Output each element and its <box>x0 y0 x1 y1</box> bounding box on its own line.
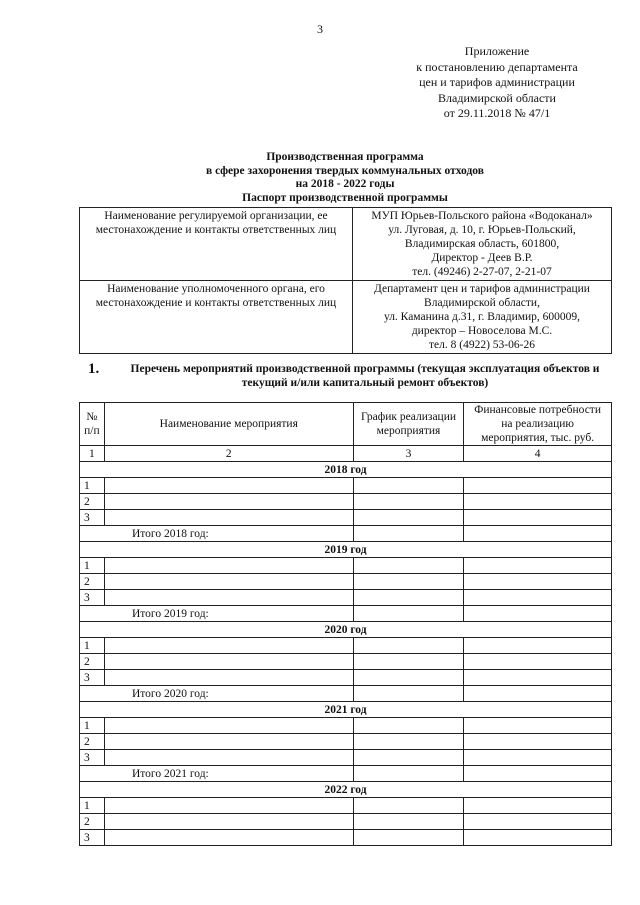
row-number: 1 <box>80 478 105 494</box>
appendix-line: Владимирской области <box>438 90 556 105</box>
empty-cell <box>104 494 353 510</box>
header-line: п/п <box>84 425 100 437</box>
year-row <box>80 702 612 718</box>
row-number: 3 <box>80 750 105 766</box>
header-line: График реализации <box>360 411 457 423</box>
year-row <box>80 542 612 558</box>
empty-cell <box>464 494 612 510</box>
column-number-row <box>80 446 612 462</box>
table-row <box>80 654 612 670</box>
appendix-line: от 29.11.2018 № 47/1 <box>443 106 551 120</box>
empty-cell <box>104 558 353 574</box>
empty-cell <box>464 750 612 766</box>
empty-cell <box>353 558 464 574</box>
empty-cell <box>353 654 464 670</box>
title-line: на 2018 - 2022 годы <box>295 178 395 190</box>
empty-cell <box>464 606 612 622</box>
table-row <box>80 558 612 574</box>
empty-cell <box>104 654 353 670</box>
empty-cell <box>464 766 612 782</box>
empty-cell <box>353 526 464 542</box>
empty-cell <box>464 734 612 750</box>
table-row <box>80 494 612 510</box>
empty-cell <box>353 830 464 846</box>
empty-cell <box>104 638 353 654</box>
row-number: 1 <box>80 638 105 654</box>
empty-cell <box>353 734 464 750</box>
events-table-body <box>80 403 612 846</box>
empty-cell <box>464 814 612 830</box>
section-number: 1. <box>88 361 100 377</box>
table-row <box>80 718 612 734</box>
column-number: 1 <box>80 446 105 462</box>
empty-cell <box>464 654 612 670</box>
empty-cell <box>104 510 353 526</box>
table-row <box>80 574 612 590</box>
passport-heading: Паспорт производственной программы <box>242 191 448 204</box>
header-event-name: Наименование мероприятия <box>104 403 353 446</box>
header-line: № <box>86 411 98 423</box>
empty-cell <box>353 766 464 782</box>
total-row <box>80 766 612 782</box>
year-total-label: Итого 2018 год: <box>80 526 354 542</box>
passport-label <box>80 281 353 354</box>
empty-cell <box>464 558 612 574</box>
passport-value <box>353 208 612 281</box>
empty-cell <box>464 686 612 702</box>
total-row <box>80 686 612 702</box>
year-total-label: Итого 2019 год: <box>80 606 354 622</box>
passport-row-organization <box>80 208 612 281</box>
passport-table <box>79 207 612 354</box>
empty-cell <box>353 798 464 814</box>
row-number: 3 <box>80 670 105 686</box>
empty-cell <box>353 750 464 766</box>
empty-cell <box>104 670 353 686</box>
document-title <box>80 151 610 205</box>
table-row <box>80 590 612 606</box>
empty-cell <box>353 574 464 590</box>
appendix-line: Приложение <box>464 44 530 58</box>
column-number: 2 <box>104 446 353 462</box>
value-line: тел. 8 (4922) 53-06-26 <box>429 339 535 351</box>
value-line: Владимирская область, 601800, <box>404 238 560 250</box>
value-line: директор – Новоселова М.С. <box>411 325 553 337</box>
year-heading: 2019 год <box>80 542 612 558</box>
empty-cell <box>353 814 464 830</box>
empty-cell <box>464 510 612 526</box>
empty-cell <box>104 478 353 494</box>
table-row <box>80 830 612 846</box>
passport-label <box>80 208 353 281</box>
table-row <box>80 750 612 766</box>
section-title-line: Перечень мероприятий производственной программы (текущая эксплуатация объектов и <box>130 363 600 375</box>
row-number: 1 <box>80 558 105 574</box>
year-row <box>80 782 612 798</box>
empty-cell <box>353 510 464 526</box>
row-number: 2 <box>80 654 105 670</box>
header-line: на реализацию <box>501 418 575 430</box>
empty-cell <box>104 574 353 590</box>
passport-row-authority <box>80 281 612 354</box>
label-line: местонахождение и контакты ответственных лиц <box>95 297 337 309</box>
value-line: ул. Каманина д.31, г. Владимир, 600009, <box>383 311 581 323</box>
events-table <box>79 402 612 846</box>
empty-cell <box>353 638 464 654</box>
table-row <box>80 478 612 494</box>
empty-cell <box>464 590 612 606</box>
empty-cell <box>353 606 464 622</box>
column-number: 3 <box>353 446 464 462</box>
row-number: 3 <box>80 830 105 846</box>
row-number: 1 <box>80 718 105 734</box>
empty-cell <box>353 590 464 606</box>
header-line: мероприятия, тыс. руб. <box>481 432 595 444</box>
appendix-line: цен и тарифов администрации <box>419 75 575 89</box>
empty-cell <box>104 830 353 846</box>
column-number: 4 <box>464 446 612 462</box>
label-line: Наименование уполномоченного органа, его <box>107 283 325 295</box>
empty-cell <box>353 494 464 510</box>
row-number: 2 <box>80 734 105 750</box>
header-line: мероприятия <box>376 425 441 437</box>
empty-cell <box>464 638 612 654</box>
empty-cell <box>464 574 612 590</box>
year-total-label: Итого 2021 год: <box>80 766 354 782</box>
table-row <box>80 734 612 750</box>
title-line: в сфере захоронения твердых коммунальных отходов <box>206 164 484 177</box>
table-row <box>80 638 612 654</box>
value-line: тел. (49246) 2-27-07, 2-21-07 <box>412 266 552 278</box>
empty-cell <box>353 670 464 686</box>
empty-cell <box>104 718 353 734</box>
empty-cell <box>353 686 464 702</box>
total-row <box>80 526 612 542</box>
year-heading: 2021 год <box>80 702 612 718</box>
row-number: 2 <box>80 814 105 830</box>
table-row <box>80 798 612 814</box>
value-line: Владимирской области, <box>424 297 540 309</box>
table-header-row <box>80 403 612 446</box>
value-line: ул. Луговая, д. 10, г. Юрьев-Польский, <box>388 224 576 236</box>
value-line: МУП Юрьев-Польского района «Водоканал» <box>371 210 593 222</box>
empty-cell <box>464 798 612 814</box>
row-number: 3 <box>80 590 105 606</box>
empty-cell <box>104 814 353 830</box>
year-row <box>80 622 612 638</box>
empty-cell <box>104 734 353 750</box>
total-row <box>80 606 612 622</box>
header-financial-needs <box>464 403 612 446</box>
label-line: Наименование регулируемой организации, ее <box>104 210 328 222</box>
row-number: 2 <box>80 494 105 510</box>
year-heading: 2020 год <box>80 622 612 638</box>
year-total-label: Итого 2020 год: <box>80 686 354 702</box>
value-line: Директор - Деев В.Р. <box>431 252 533 264</box>
table-row <box>80 670 612 686</box>
row-number: 1 <box>80 798 105 814</box>
section-title <box>120 362 610 390</box>
empty-cell <box>464 526 612 542</box>
year-heading: 2022 год <box>80 782 612 798</box>
appendix-note <box>392 44 602 122</box>
section-title-line: текущий и/или капитальный ремонт объектов) <box>241 377 489 389</box>
passport-value <box>353 281 612 354</box>
empty-cell <box>464 670 612 686</box>
header-number <box>80 403 105 446</box>
value-line: Департамент цен и тарифов администрации <box>374 283 590 295</box>
row-number: 2 <box>80 574 105 590</box>
empty-cell <box>464 718 612 734</box>
label-line: местонахождение и контакты ответственных лиц <box>95 224 337 236</box>
appendix-line: к постановлению департамента <box>416 59 578 74</box>
empty-cell <box>104 590 353 606</box>
empty-cell <box>464 830 612 846</box>
header-line: Финансовые потребности <box>474 404 601 416</box>
year-heading: 2018 год <box>80 462 612 478</box>
empty-cell <box>104 750 353 766</box>
empty-cell <box>464 478 612 494</box>
table-row <box>80 510 612 526</box>
empty-cell <box>104 798 353 814</box>
table-row <box>80 814 612 830</box>
header-schedule <box>353 403 464 446</box>
empty-cell <box>353 478 464 494</box>
title-line: Производственная программа <box>266 151 424 163</box>
page-number: 3 <box>317 22 323 36</box>
empty-cell <box>353 718 464 734</box>
row-number: 3 <box>80 510 105 526</box>
year-row <box>80 462 612 478</box>
